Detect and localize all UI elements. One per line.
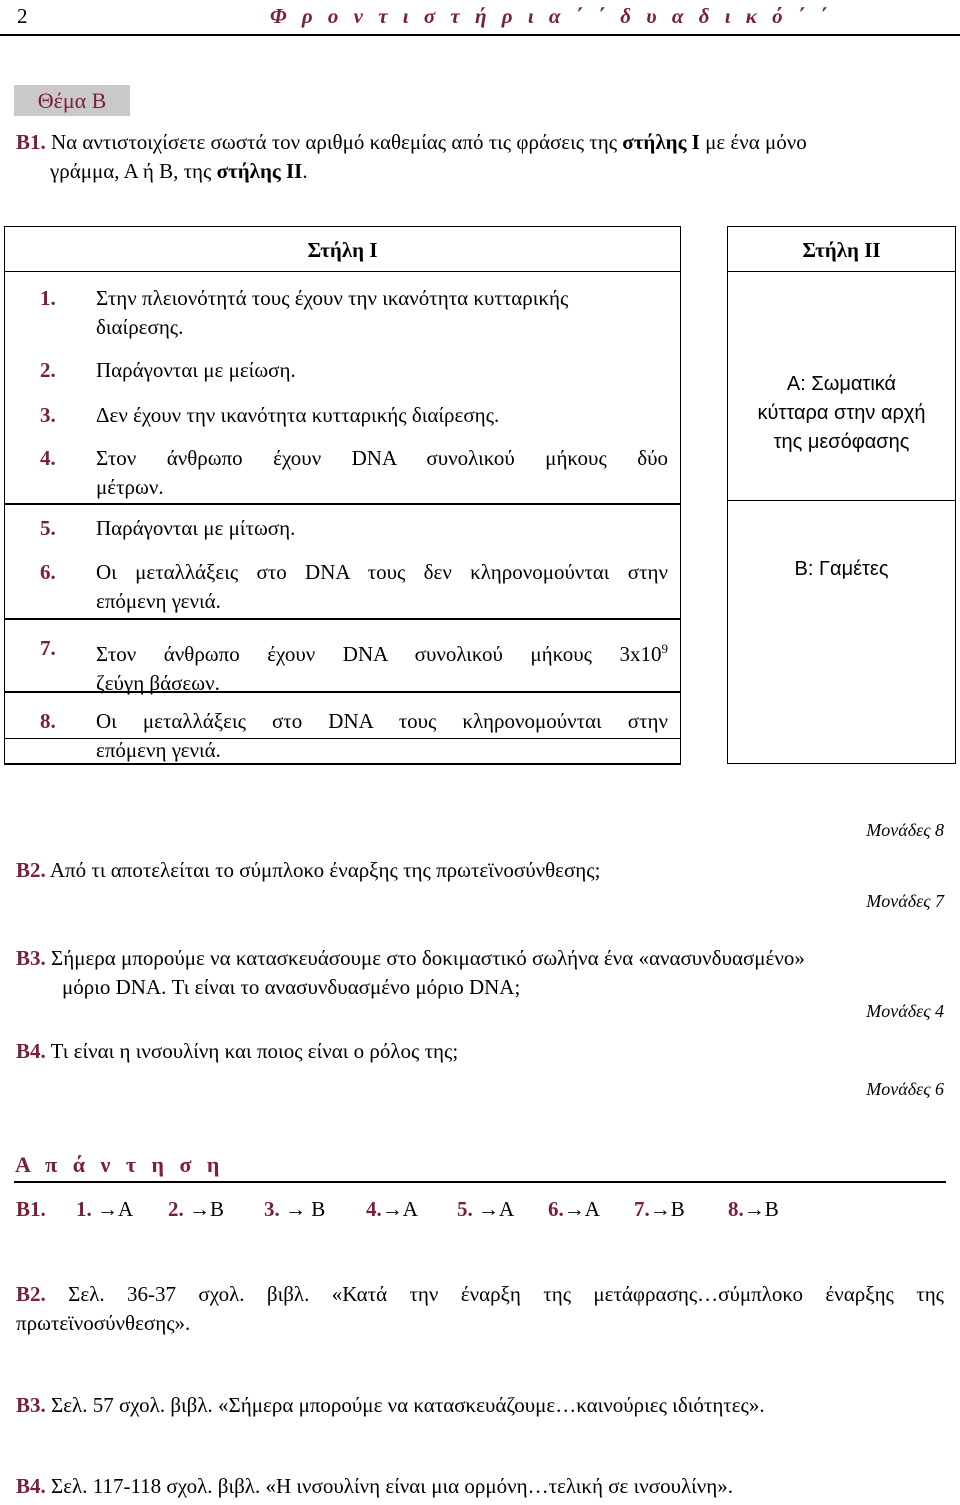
- item-text: Παράγονται με μίτωση.: [96, 516, 296, 540]
- option-b-cell: [727, 500, 956, 764]
- column-two-header: Στήλη ΙΙ: [802, 238, 881, 262]
- marks-b3: Μονάδες 4: [866, 1001, 944, 1021]
- item-number: 5.: [40, 516, 56, 540]
- question-b3: [16, 944, 946, 1002]
- answers-b2-text2: πρωτεϊνοσύνθεσης».: [16, 1311, 191, 1335]
- question-b3-text: Σήμερα μπορούμε να κατασκευάσουμε στο δοκιμαστικό σωλήνα ένα «ανασυνδυασμένο»: [51, 946, 805, 970]
- item-number: 6.: [40, 560, 56, 584]
- list-item: [40, 356, 668, 385]
- page-number: 2: [17, 4, 28, 28]
- answers-b1-label: Β1.: [16, 1197, 46, 1221]
- answers-b3: [16, 1391, 946, 1420]
- list-item: [40, 284, 668, 342]
- marks-b2: Μονάδες 7: [866, 891, 944, 911]
- answer-pair: 8.→Β: [728, 1197, 779, 1221]
- option-a: Α: Σωματικά κύτταρα στην αρχή της μεσόφασης: [757, 373, 926, 453]
- answer-pair: 7.→Β: [634, 1197, 685, 1221]
- question-b1-label: Β1.: [16, 130, 46, 154]
- header-title: Φ ρ ο ν τ ι σ τ ή ρ ι α ΄ ΄ δ υ α δ ι κ ό ΄ ΄: [270, 4, 833, 28]
- answers-b4-text: Σελ. 117-118 σχολ. βιβλ. «Η ινσουλίνη είναι μια ορμόνη…τελική σε ινσουλίνη».: [51, 1474, 734, 1498]
- answers-b4: [16, 1472, 946, 1501]
- item-number: 7.: [40, 636, 56, 660]
- section-label: Θέμα Β: [14, 85, 130, 116]
- answer-pair: 2. →Β: [168, 1197, 225, 1221]
- item-text: Οι μεταλλάξεις στο DNA τους κληρονομούνται στην επόμενη γενιά.: [96, 709, 668, 762]
- answers-title: Α π ά ν τ η σ η: [15, 1152, 225, 1177]
- answers-b2: [16, 1280, 944, 1338]
- question-b1-text: Να αντιστοιχίσετε σωστά τον αριθμό καθεμίας από τις φράσεις της: [51, 130, 623, 154]
- question-b1-bold2: στήλης ΙΙ: [216, 159, 303, 183]
- answers-b2-label: Β2.: [16, 1282, 46, 1306]
- item-number: 1.: [40, 286, 56, 310]
- superscript: 9: [661, 641, 668, 656]
- item-text: Δεν έχουν την ικανότητα κυτταρικής διαίρεσης.: [96, 403, 500, 427]
- answer-pair: 4.→Α: [366, 1197, 418, 1221]
- answers-b3-text: Σελ. 57 σχολ. βιβλ. «Σήμερα μπορούμε να κατασκευάζουμε…καινούριες ιδιότητες».: [51, 1393, 765, 1417]
- question-b1-line2-end: .: [302, 159, 308, 183]
- question-b2-text: Από τι αποτελείται το σύμπλοκο έναρξης της πρωτεϊνοσύνθεσης;: [49, 858, 601, 882]
- item-text: Στην πλειονότητά τους έχουν την ικανότητα κυτταρικής διαίρεσης.: [96, 286, 569, 339]
- answer-pair: 5. →Α: [457, 1197, 515, 1221]
- list-item: [40, 707, 668, 765]
- list-item: [40, 514, 668, 543]
- row-separator: [4, 618, 681, 620]
- question-b1-text2: με ένα μόνο: [699, 130, 807, 154]
- answers-b1: [16, 1197, 946, 1227]
- question-b4-text: Τι είναι η ινσουλίνη και ποιος είναι ο ρόλος της;: [50, 1039, 459, 1063]
- item-text: Παράγονται με μείωση.: [96, 358, 296, 382]
- item-text: Στον άνθρωπο έχουν DNA συνολικού μήκους $3x10^9$ ζεύγη βάσεων.: [96, 641, 668, 695]
- question-b1-bold1: στήλης Ι: [622, 130, 700, 154]
- item-text: Στον άνθρωπο έχουν DNA συνολικού μήκους δύο μέτρων.: [96, 446, 668, 499]
- answers-b2-text: Σελ. 36-37 σχολ. βιβλ. «Κατά την έναρξη της μετάφρασης…σύμπλοκο έναρξης της: [68, 1282, 944, 1306]
- marks-b4: Μονάδες 6: [866, 1079, 944, 1099]
- question-b2-label: Β2.: [16, 858, 46, 882]
- question-b3-text2: μόριο DNA. Τι είναι το ανασυνδυασμένο μόριο DNA;: [62, 975, 521, 999]
- column-two: [727, 226, 956, 764]
- question-b2: [16, 856, 600, 885]
- item-number: 3.: [40, 403, 56, 427]
- list-item: [40, 634, 668, 698]
- question-b1: [16, 128, 946, 186]
- marks-b1: Μονάδες 8: [866, 820, 944, 840]
- item-text-main: Στον άνθρωπο έχουν DNA συνολικού μήκους 3x10: [96, 642, 662, 666]
- header-rule: [0, 34, 960, 36]
- list-item: [40, 444, 668, 502]
- answer-pair: 1. →Α: [76, 1197, 134, 1221]
- question-b4-label: Β4.: [16, 1039, 46, 1063]
- row-separator: [4, 503, 681, 505]
- option-b: Β: Γαμέτες: [794, 558, 889, 580]
- answers-rule: [14, 1181, 946, 1183]
- item-text: Οι μεταλλάξεις στο DNA τους δεν κληρονομούνται στην επόμενη γενιά.: [96, 560, 668, 613]
- item-number: 2.: [40, 358, 56, 382]
- list-item: [40, 401, 668, 430]
- question-b4: [16, 1037, 458, 1066]
- question-b3-label: Β3.: [16, 946, 46, 970]
- question-b1-line2: γράμμα, Α ή Β, της: [50, 159, 217, 183]
- answers-b4-label: Β4.: [16, 1474, 46, 1498]
- item-number: 8.: [40, 709, 56, 733]
- column-one-header: Στήλη Ι: [307, 238, 378, 262]
- answers-b3-label: Β3.: [16, 1393, 46, 1417]
- item-number: 4.: [40, 446, 56, 470]
- answer-pair: 6.→Α: [548, 1197, 600, 1221]
- list-item: [40, 558, 668, 616]
- answer-pair: 3. → Β: [264, 1197, 326, 1221]
